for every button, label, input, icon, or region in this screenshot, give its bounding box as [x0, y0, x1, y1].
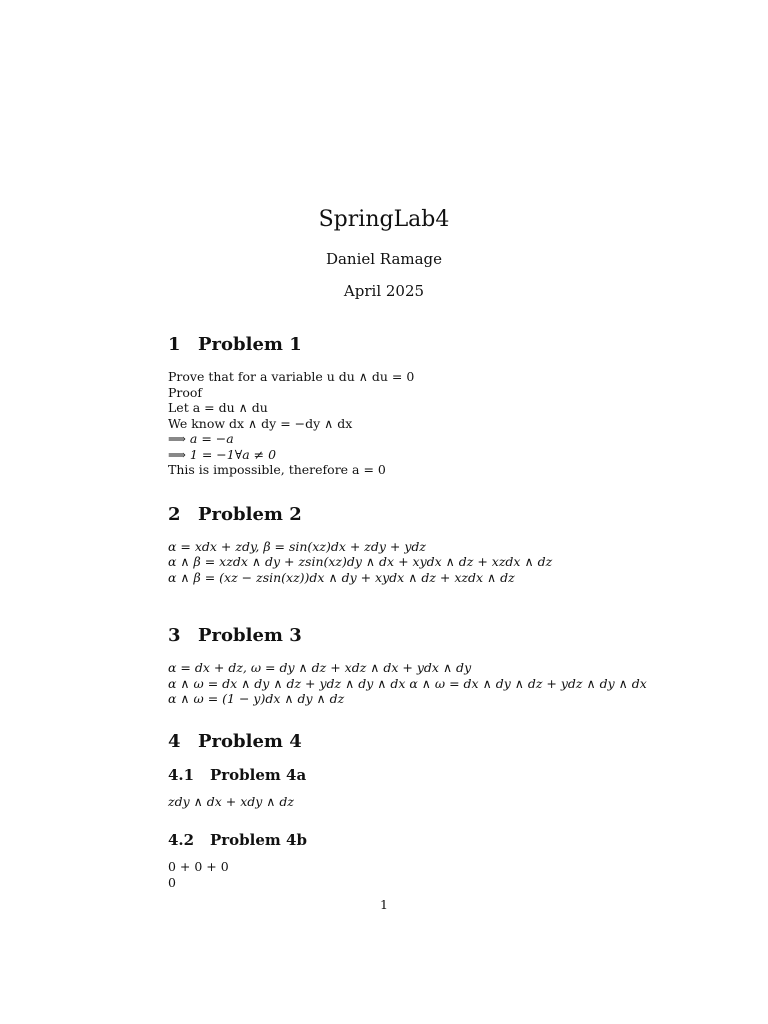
section-heading [168, 731, 608, 752]
page-number: 1 [380, 897, 388, 912]
section-heading [168, 334, 608, 355]
section-number: 3 [168, 625, 181, 646]
text-line: Prove that for a variable u du ∧ du = 0 [168, 369, 415, 384]
math-line: zdy ∧ dx + xdy ∧ dz [168, 793, 295, 809]
document-date: April 2025 [343, 282, 425, 300]
subsection-number: 4.2 [168, 831, 195, 849]
document-author: Daniel Ramage [325, 250, 443, 268]
math-line: 0 + 0 + 0 [168, 859, 229, 874]
section-title: Problem 4 [198, 730, 302, 752]
math-line: α ∧ ω = (1 − y)dx ∧ dy ∧ dz [168, 691, 345, 706]
document-body [168, 334, 647, 890]
section-title: Problem 1 [198, 334, 302, 355]
math-line: α = dx + dz, ω = dy ∧ dz + xdz ∧ dx + ydx ∧ dy [168, 660, 472, 675]
section-heading [168, 625, 608, 646]
section-problem-1 [168, 334, 608, 478]
subsection-heading [168, 766, 608, 784]
math-line: ⟹ 1 = −1∀a ≠ 0 [168, 446, 277, 462]
title-block [0, 207, 768, 300]
section-heading [168, 504, 608, 525]
math-line: α = xdx + zdy, β = sin(xz)dx + zdy + ydz [168, 538, 427, 554]
text-line: This is impossible, therefore a = 0 [168, 462, 386, 477]
section-problem-4 [168, 731, 608, 891]
text-line: We know dx ∧ dy = −dy ∧ dx [168, 415, 353, 431]
section-title: Problem 3 [198, 625, 302, 646]
section-number: 2 [168, 503, 181, 525]
subsection-problem-4b [168, 831, 608, 890]
math-line: α ∧ β = xzdx ∧ dy + zsin(xz)dy ∧ dx + xydx ∧ dz + xzdx ∧ dz [168, 554, 553, 569]
subsection-heading [168, 831, 608, 849]
section-number: 1 [168, 334, 181, 355]
section-number: 4 [168, 730, 181, 752]
document-title: SpringLab4 [318, 207, 450, 232]
subsection-title: Problem 4a [210, 765, 307, 784]
text-line: Proof [168, 384, 203, 400]
text-line: Let a = du ∧ du [168, 400, 268, 415]
math-line: ⟹ a = −a [168, 431, 234, 446]
math-line: α ∧ ω = dx ∧ dy ∧ dz + ydz ∧ dy ∧ dx α ∧ ω = dx ∧ dy ∧ dz + ydz ∧ dy ∧ dx [168, 675, 647, 691]
math-line: α ∧ β = (xz − zsin(xz))dx ∧ dy + xydx ∧ dz + xzdx ∧ dz [168, 569, 515, 585]
section-problem-2 [168, 504, 608, 586]
math-line: 0 [168, 874, 176, 890]
subsection-problem-4a [168, 766, 608, 810]
subsection-number: 4.1 [168, 765, 195, 784]
subsection-title: Problem 4b [210, 831, 307, 849]
section-problem-3 [168, 625, 647, 707]
section-title: Problem 2 [198, 503, 302, 525]
